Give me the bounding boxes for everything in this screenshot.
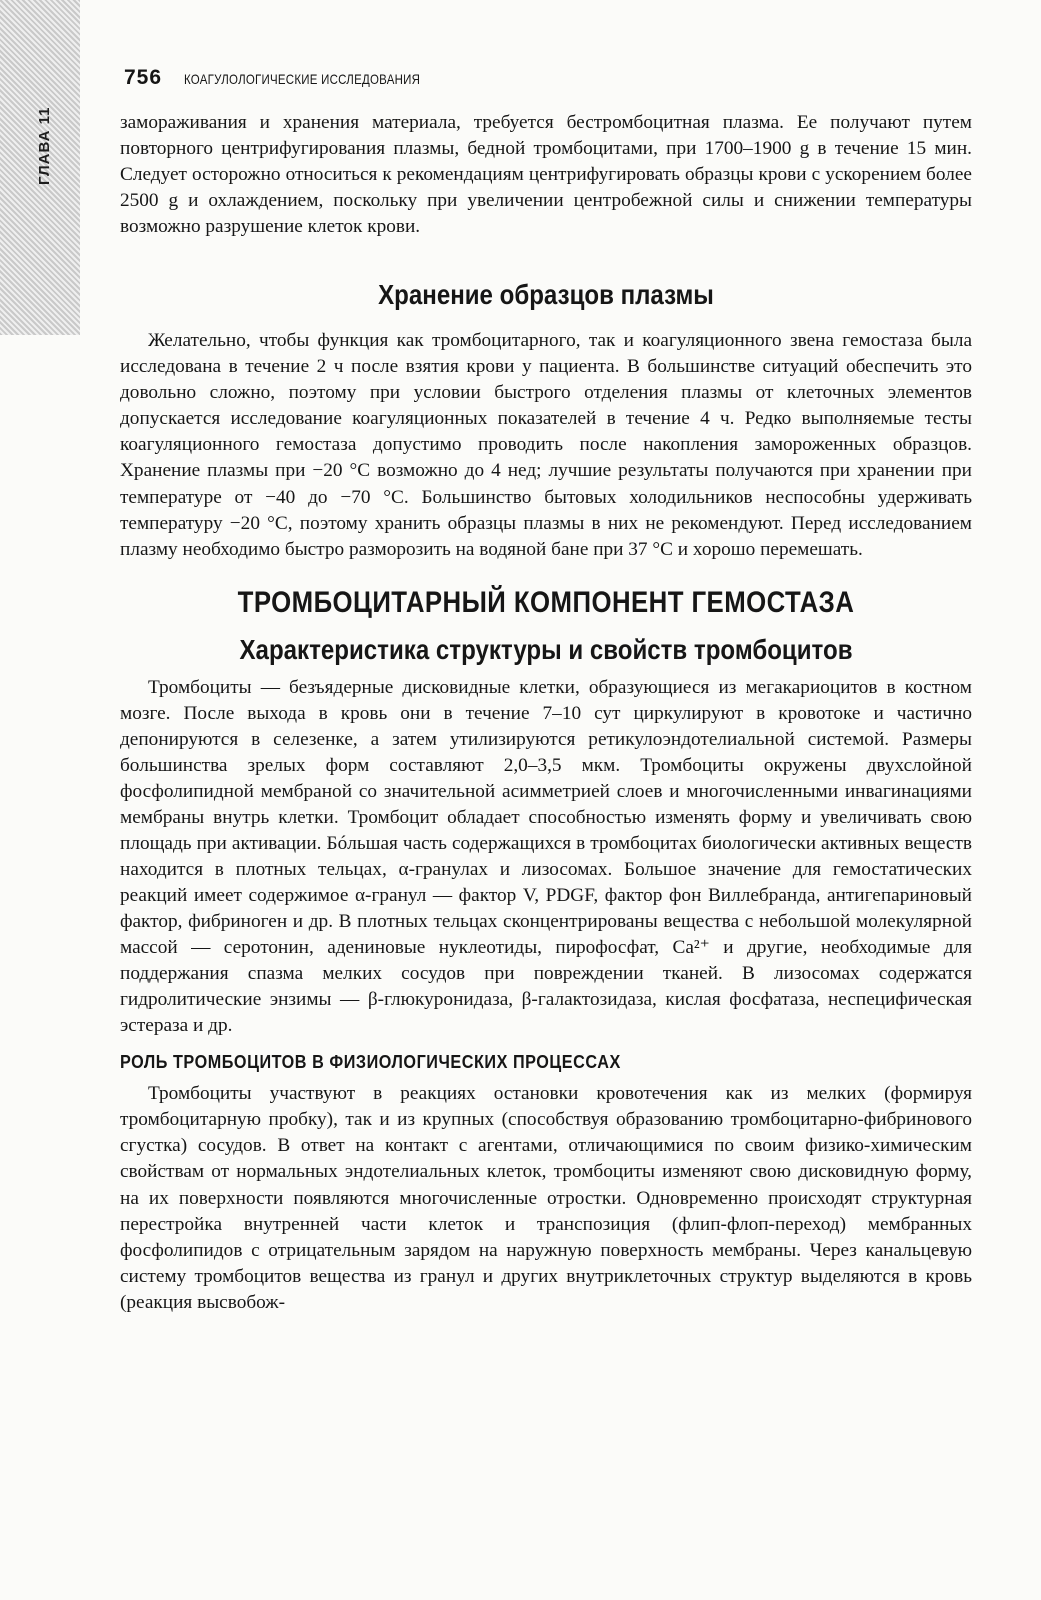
page-number: 756: [124, 66, 163, 89]
heading-platelet-structure: Характеристика структуры и свойств тромбоцитов: [239, 633, 853, 665]
page-body: [120, 110, 972, 1316]
chapter-side-tab: [0, 0, 80, 335]
chapter-heading: ТРОМБОЦИТАРНЫЙ КОМПОНЕНТ ГЕМОСТАЗА: [237, 585, 855, 619]
paragraph-platelet-structure: Тромбоциты — безъядерные дисковидные клетки, образующиеся из мегакариоцитов в костном мозге. После выхода в кровь они в течение 7–10 сут циркулируют в кровотоке и частично депонируются в селезенке, а затем утилизируются ретикулоэндотелиальной системой. Размеры большинства зрелых форм составляют 2,0–3,5 мкм. Тромбоциты окружены двухслойной фосфолипидной мембраной со значительной асимметрией слоев и многочисленными инвагинациями мембраны внутрь клетки. Тромбоцит обладает способностью изменять форму и увеличивать свою площадь при активации. Бóльшая часть содержащихся в тромбоцитах биологически активных веществ находится в плотных тельцах, α-гранулах и лизосомах. Большое значение для гемостатических реакций имеет содержимое α-гранул — фактор V, PDGF, фактор фон Виллебранда, антигепариновый фактор, фибриноген и др. В плотных тельцах сконцентрированы вещества с небольшой молекулярной массой — серотонин, адениновые нуклеотиды, пирофосфат, Ca²⁺ и другие, необходимые для поддержания спазма мелких сосудов при повреждении тканей. В лизосомах содержатся гидролитические энзимы — β-глюкуронидаза, β-галактозидаза, кислая фосфатаза, неспецифическая эстераза и др.: [120, 676, 972, 1037]
paragraph-plasma-storage: Желательно, чтобы функция как тромбоцитарного, так и коагуляционного звена гемостаза была исследована в течение 2 ч после взятия крови у пациента. В большинстве ситуаций обеспечить это довольно сложно, поэтому при условии быстрого отделения плазмы от клеточных элементов допускается исследование коагуляционных показателей в течение 4 ч. Редко выполняемые тесты коагуляционного гемостаза допустимо проводить после накопления замороженных образцов. Хранение плазмы при −20 °С возможно до 4 нед; лучшие результаты получаются при хранении при температуре от −40 до −70 °С. Большинство бытовых холодильников неспособны удерживать температуру −20 °С, поэтому хранить образцы плазмы в них не рекомендуют. Перед исследованием плазму необходимо быстро разморозить на водяной бане при 37 °С и хорошо перемешать.: [120, 330, 972, 560]
page-header: [124, 66, 472, 90]
paragraph-continuation: замораживания и хранения материала, требуется бестромбоцитная плазма. Ее получают путем повторного центрифугирования плазмы, бедной тромбоцитами, при 1700–1900 g в течение 15 мин. Следует осторожно относиться к рекомендациям центрифугировать образцы крови с ускорением более 2500 g и охлаждением, поскольку при увеличении центробежной силы и снижении температуры возможно разрушение клеток крови.: [120, 112, 972, 238]
heading-platelet-role: РОЛЬ ТРОМБОЦИТОВ В ФИЗИОЛОГИЧЕСКИХ ПРОЦЕССАХ: [120, 1052, 621, 1073]
paragraph-platelet-role: Тромбоциты участвуют в реакциях остановки кровотечения как из мелких (формируя тромбоцитарную пробку), так и из крупных (способствуя образованию тромбоцитарно-фибринового сгустка) сосудов. В ответ на контакт с агентами, отличающимися по своим физико-химическим свойствам от нормальных эндотелиальных клеток, тромбоциты изменяют свою дисковидную форму, на их поверхности появляются многочисленные отростки. Одновременно происходят структурная перестройка внутренней части клеток и транспозиция (флип-флоп-переход) мембранных фосфолипидов с отрицательным зарядом на наружную поверхность мембраны. Через канальцевую систему тромбоцитов вещества из гранул и других внутриклеточных структур выделяются в кровь (реакция высвобож-: [120, 1083, 972, 1313]
heading-plasma-storage: Хранение образцов плазмы: [378, 279, 714, 311]
chapter-tab-label: ГЛАВА 11: [36, 106, 53, 185]
running-title: КОАГУЛОЛОГИЧЕСКИЕ ИССЛЕДОВАНИЯ: [184, 71, 421, 87]
